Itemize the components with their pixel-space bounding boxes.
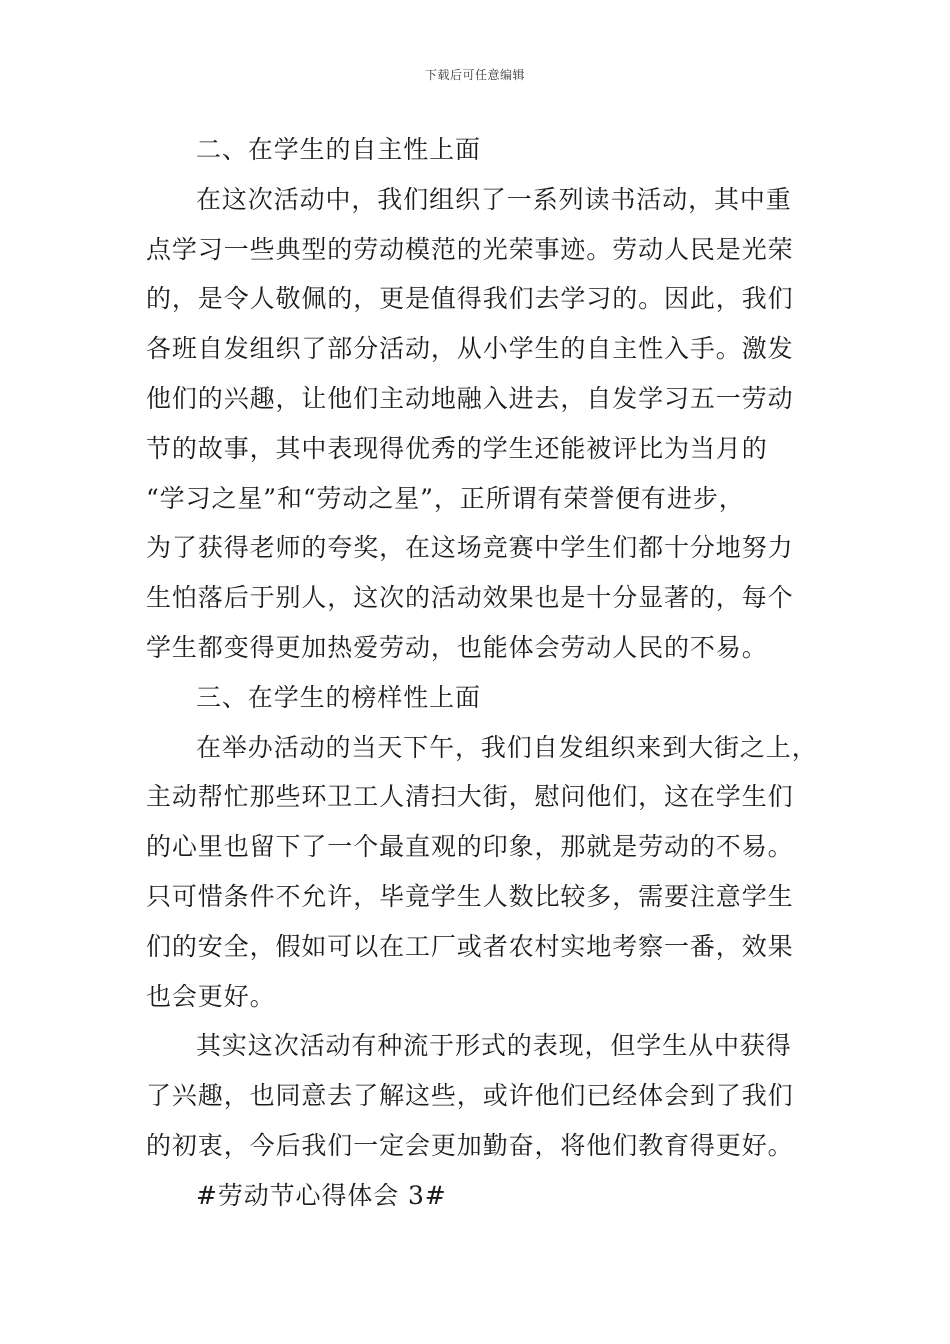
paragraph-line: 的初衷，今后我们一定会更加勤奋，将他们教育得更好。 xyxy=(146,1130,794,1160)
header-note: 下载后可任意编辑 xyxy=(424,68,525,82)
paragraph-line: 在举办活动的当天下午，我们自发组织来到大街之上， xyxy=(196,732,818,762)
section-heading-2: 二、在学生的自主性上面 xyxy=(196,135,481,164)
paragraph-line: 们的安全，假如可以在工厂或者农村实地考察一番，效果 xyxy=(146,931,794,961)
paragraph-line: 其实这次活动有种流于形式的表现，但学生从中获得 xyxy=(196,1031,792,1061)
paragraph-line: 为了获得老师的夸奖，在这场竞赛中学生们都十分地努力 xyxy=(146,533,794,563)
paragraph-line: 学生都变得更加热爱劳动，也能体会劳动人民的不易。 xyxy=(146,632,768,662)
paragraph-line: 也会更好。 xyxy=(146,981,276,1011)
paragraph-line: 他们的兴趣，让他们主动地融入进去，自发学习五一劳动 xyxy=(146,383,794,413)
paragraph-line: 的，是令人敬佩的，更是值得我们去学习的。因此，我们 xyxy=(146,284,794,314)
paragraph-line: 只可惜条件不允许，毕竟学生人数比较多，需要注意学生 xyxy=(146,881,794,911)
paragraph-line: 生怕落后于别人，这次的活动效果也是十分显著的，每个 xyxy=(146,583,794,613)
paragraph-line: 的心里也留下了一个最直观的印象，那就是劳动的不易。 xyxy=(146,832,794,862)
paragraph-line: 点学习一些典型的劳动模范的光荣事迹。劳动人民是光荣 xyxy=(146,234,794,264)
section-heading-3: 三、在学生的榜样性上面 xyxy=(196,682,481,712)
paragraph-line: 各班自发组织了部分活动，从小学生的自主性入手。激发 xyxy=(146,334,794,364)
paragraph-line: “学习之星”和“劳动之星”，正所谓有荣誉便有进步， xyxy=(146,483,745,513)
paragraph-line: 节的故事，其中表现得优秀的学生还能被评比为当月的 xyxy=(146,433,768,463)
document-body xyxy=(146,125,818,1221)
paragraph-line: 了兴趣，也同意去了解这些，或许他们已经体会到了我们 xyxy=(146,1081,794,1111)
paragraph-line: 在这次活动中，我们组织了一系列读书活动，其中重 xyxy=(196,184,792,214)
section-tag: #劳动节心得体会 3# xyxy=(196,1180,447,1210)
paragraph-line: 主动帮忙那些环卫工人清扫大街，慰问他们，这在学生们 xyxy=(146,782,794,812)
